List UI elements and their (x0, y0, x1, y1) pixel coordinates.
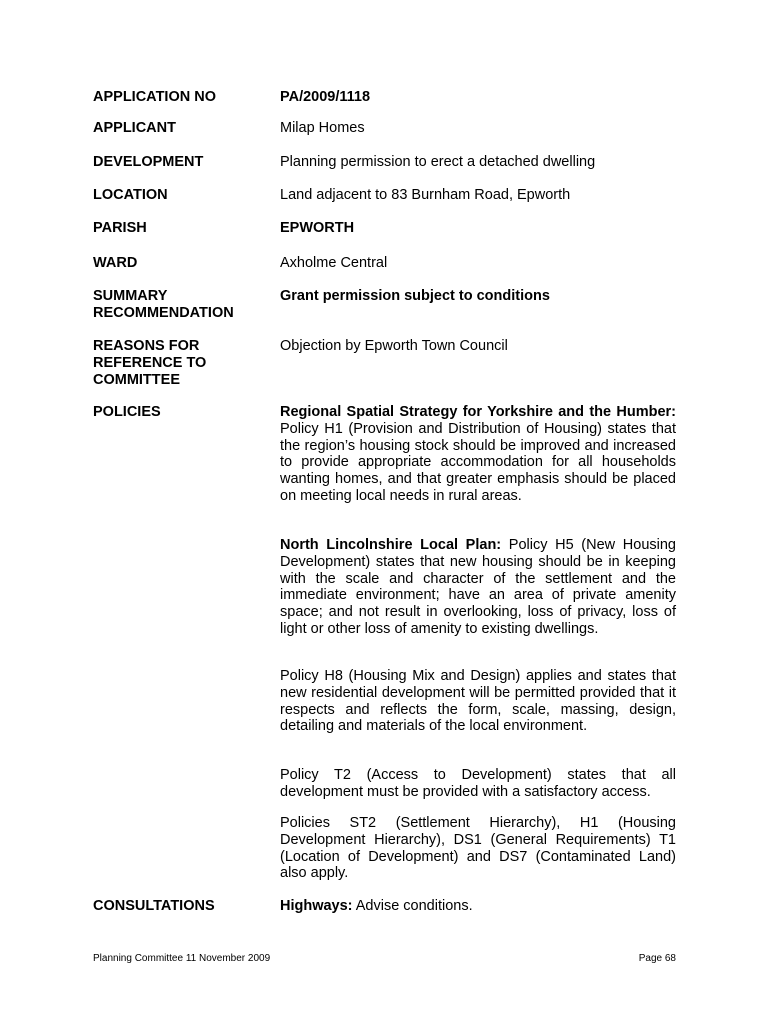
field-label: REASONS FOR REFERENCE TO COMMITTEE (93, 338, 207, 388)
policy-text: Policy H5 (New Housing Development) states that new housing should be in keeping with the scale and character of the settlement and the immediate environment; have an area of private amenity space; and not result in overlooking, loss of privacy, loss of light or other loss of amenity to existing dwellings. (280, 537, 676, 637)
section-label: CONSULTATIONS (93, 898, 215, 914)
policy-paragraph (280, 537, 676, 638)
field-label: APPLICATION NO (93, 89, 216, 105)
field-label: WARD (93, 255, 138, 271)
field-label: LOCATION (93, 187, 168, 203)
field-label: APPLICANT (93, 120, 176, 136)
field-value: PA/2009/1118 (280, 89, 371, 105)
field-label: PARISH (93, 220, 147, 236)
field-value: Grant permission subject to conditions (280, 288, 550, 304)
policy-lead: Regional Spatial Strategy for Yorkshire and the Humber: (280, 404, 676, 420)
policy-text: Policies ST2 (Settlement Hierarchy), H1 (Housing Development Hierarchy), DS1 (General Requirements) T1 (Location of Development) and DS7 (Contaminated Land) also apply. (280, 815, 676, 882)
section-label: POLICIES (93, 404, 161, 420)
policy-paragraph (280, 815, 676, 882)
policy-paragraph (280, 668, 676, 735)
policy-text: Policy H1 (Provision and Distribution of Housing) states that the region’s housing stock should be improved and increased to provide appropriate accommodation for all households wanting homes, and that greater emphasis should be placed on meeting local needs in rural areas. (280, 420, 676, 504)
field-value: EPWORTH (280, 220, 355, 236)
policy-paragraph (280, 404, 676, 505)
field-value: Axholme Central (280, 255, 388, 271)
field-label: DEVELOPMENT (93, 154, 204, 170)
policy-paragraph (280, 767, 676, 801)
field-value: Land adjacent to 83 Burnham Road, Epworth (280, 187, 571, 203)
policy-lead: North Lincolnshire Local Plan: (280, 537, 502, 553)
field-label: SUMMARY RECOMMENDATION (93, 288, 234, 321)
field-value: Planning permission to erect a detached dwelling (280, 154, 596, 170)
policy-text: Policy T2 (Access to Development) states that all development must be provided with a satisfactory access. (280, 767, 676, 800)
footer-left: Planning Committee 11 November 2009 (93, 953, 271, 964)
policy-text: Policy H8 (Housing Mix and Design) applies and states that new residential development will be permitted provided that it respects and reflects the form, scale, massing, design, detailing and materials of the local environment. (280, 668, 676, 735)
consultation-text: Advise conditions. (352, 898, 473, 914)
field-value: Objection by Epworth Town Council (280, 338, 508, 354)
field-value: Milap Homes (280, 120, 365, 136)
consultation-entry (280, 898, 676, 915)
footer-page-number: Page 68 (638, 953, 676, 964)
consultation-lead: Highways: (280, 898, 353, 914)
